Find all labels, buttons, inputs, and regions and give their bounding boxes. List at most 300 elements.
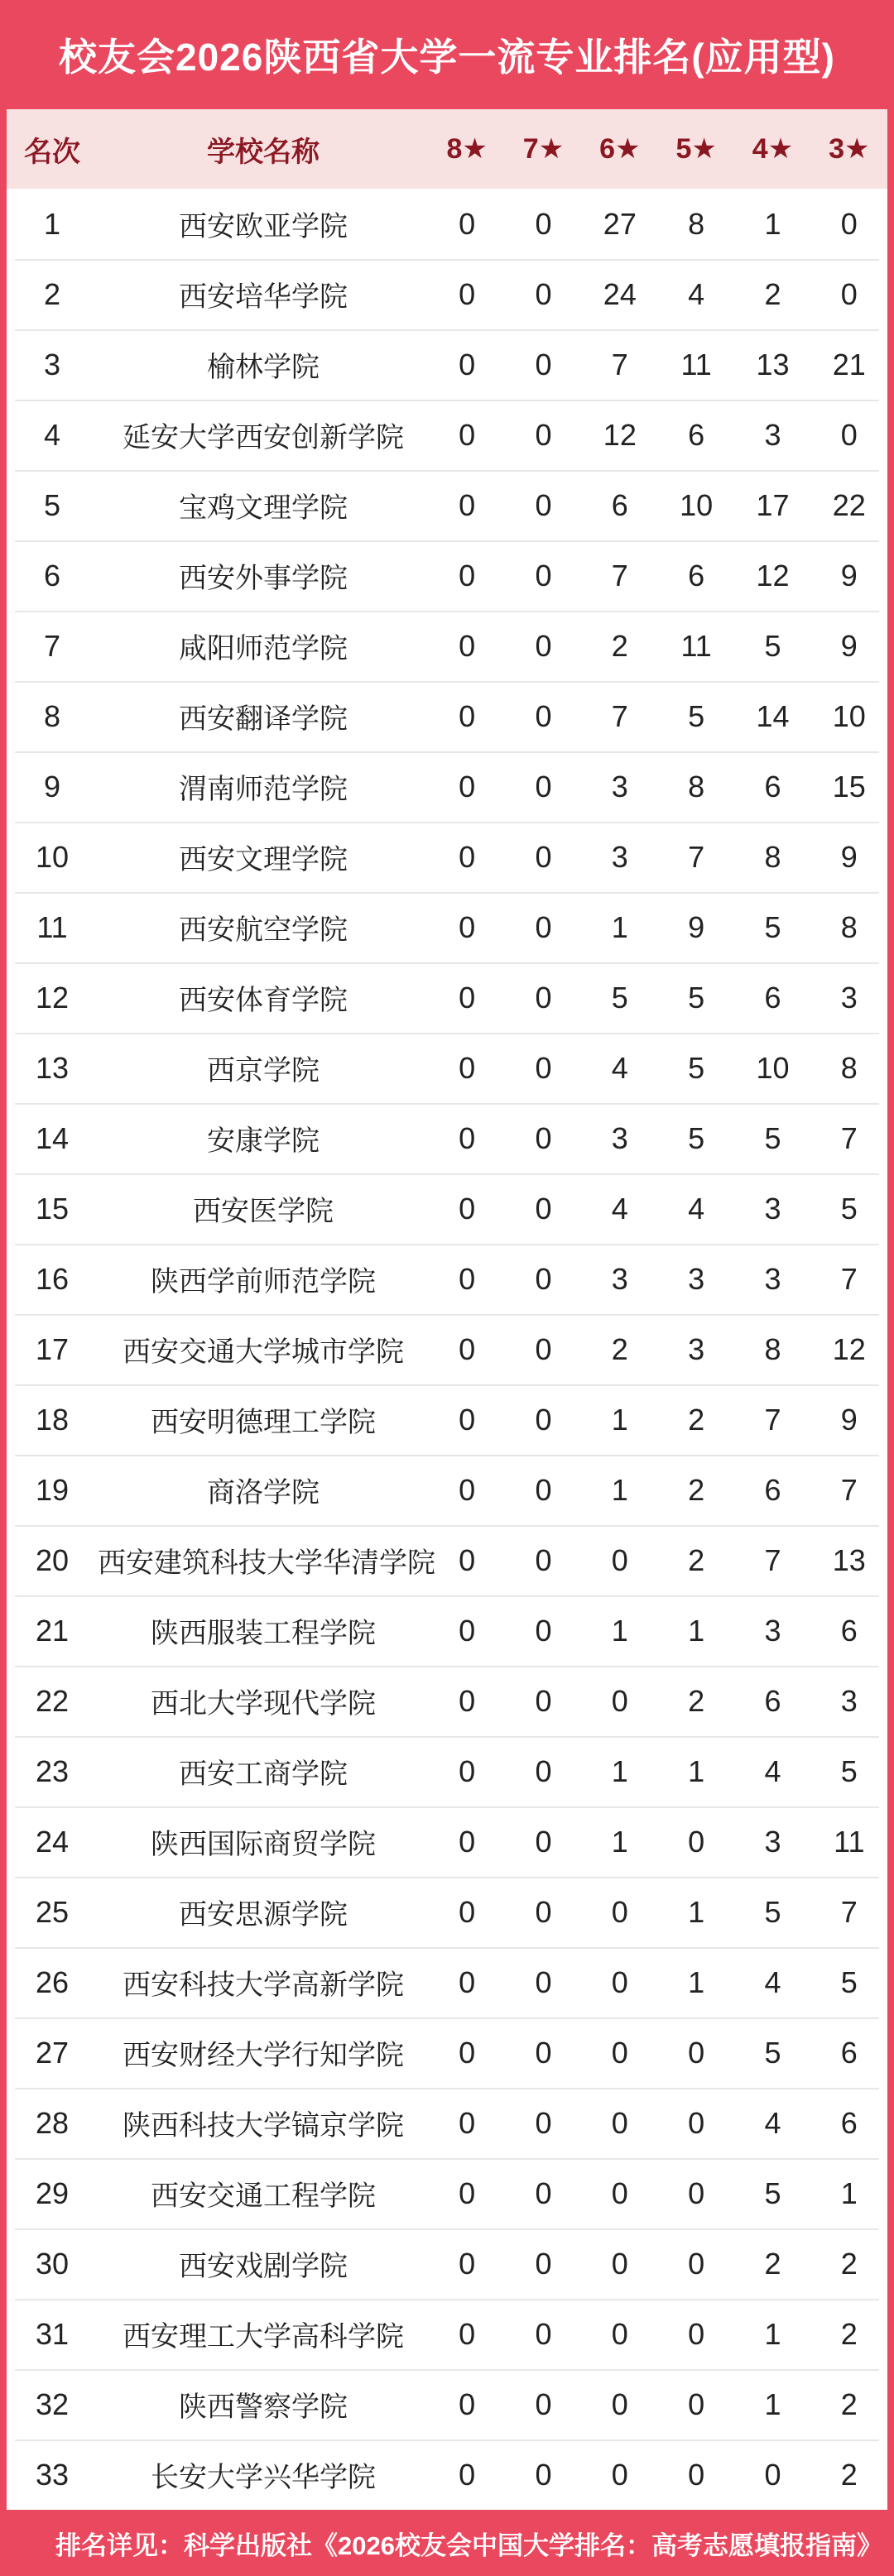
school-name-cell: 西安外事学院 bbox=[179, 563, 348, 594]
star6-count-cell: 6 bbox=[611, 487, 628, 522]
rank-cell: 11 bbox=[36, 909, 68, 944]
rank-cell: 5 bbox=[43, 487, 61, 522]
star6-count-cell: 0 bbox=[611, 1964, 628, 1999]
table-row bbox=[7, 2017, 887, 2088]
star3-count-cell: 0 bbox=[840, 276, 858, 311]
table-row bbox=[7, 2228, 887, 2299]
star3-count-cell: 9 bbox=[840, 628, 858, 663]
star3-count-cell: 21 bbox=[832, 347, 866, 381]
star4-count-cell: 5 bbox=[764, 2175, 781, 2210]
star8-count-cell: 0 bbox=[459, 206, 476, 241]
star5-count-cell: 8 bbox=[688, 769, 705, 804]
star3-count-cell: 3 bbox=[840, 980, 858, 1015]
star3-count-cell: 5 bbox=[840, 1191, 858, 1226]
star3-count-cell: 10 bbox=[832, 698, 866, 733]
rank-cell: 21 bbox=[35, 1613, 70, 1648]
star4-count-cell: 6 bbox=[764, 980, 781, 1015]
school-name-cell: 安康学院 bbox=[207, 1125, 320, 1157]
rank-cell: 17 bbox=[35, 1331, 70, 1366]
star5-count-cell: 10 bbox=[680, 487, 714, 522]
star4-count-cell: 13 bbox=[756, 347, 790, 381]
rank-cell: 1 bbox=[43, 206, 61, 241]
table-row bbox=[7, 540, 887, 611]
star8-count-cell: 0 bbox=[459, 1331, 476, 1366]
star7-count-cell: 0 bbox=[535, 1824, 552, 1859]
rank-cell: 33 bbox=[35, 2457, 70, 2492]
star4-count-cell: 4 bbox=[764, 2105, 781, 2140]
star3-count-cell: 1 bbox=[840, 2175, 858, 2210]
star8-count-cell: 0 bbox=[459, 2316, 476, 2351]
star4-count-cell: 5 bbox=[764, 2035, 781, 2070]
star7-count-cell: 0 bbox=[535, 909, 552, 944]
star3-count-cell: 2 bbox=[840, 2246, 858, 2281]
star6-count-cell: 1 bbox=[611, 1824, 628, 1859]
star3-count-cell: 13 bbox=[832, 1542, 866, 1577]
school-name-cell: 西安科技大学高新学院 bbox=[123, 1969, 404, 2001]
star4-count-cell: 14 bbox=[756, 698, 790, 733]
star5-count-cell: 8 bbox=[688, 206, 705, 241]
rank-cell: 4 bbox=[43, 417, 61, 452]
school-name-cell: 西安戏剧学院 bbox=[179, 2251, 348, 2282]
school-name-cell: 西安航空学院 bbox=[179, 914, 348, 946]
star3-count-cell: 9 bbox=[840, 558, 858, 592]
table-row bbox=[7, 470, 887, 540]
star7-count-cell: 0 bbox=[535, 1120, 552, 1155]
star7-count-cell: 0 bbox=[535, 1191, 552, 1226]
star6-count-cell: 0 bbox=[611, 2035, 628, 2070]
school-name-cell: 西安建筑科技大学华清学院 bbox=[98, 1547, 435, 1579]
footer-note: 排名详见：科学出版社《2026校友会中国大学排名：高考志愿填报指南》 bbox=[55, 2530, 882, 2560]
star7-count-cell: 0 bbox=[535, 2387, 552, 2421]
table-header-row bbox=[7, 109, 887, 189]
star5-count-cell: 5 bbox=[688, 1120, 705, 1155]
star7-count-cell: 0 bbox=[535, 1964, 552, 1999]
rank-cell: 9 bbox=[43, 769, 61, 804]
rank-cell: 2 bbox=[43, 276, 61, 311]
star7-count-cell: 0 bbox=[535, 980, 552, 1015]
star7-count-cell: 0 bbox=[535, 1894, 552, 1929]
star5-count-cell: 2 bbox=[688, 1402, 705, 1437]
star4-count-cell: 1 bbox=[764, 206, 781, 241]
star6-count-cell: 4 bbox=[611, 1050, 628, 1085]
star5-count-cell: 0 bbox=[688, 2316, 705, 2351]
star6-count-cell: 1 bbox=[611, 909, 628, 944]
column-header-8star: 8★ bbox=[446, 133, 488, 165]
rank-cell: 20 bbox=[35, 1542, 70, 1577]
star6-count-cell: 12 bbox=[603, 417, 637, 452]
star6-count-cell: 1 bbox=[611, 1613, 628, 1648]
star7-count-cell: 0 bbox=[535, 1613, 552, 1648]
star8-count-cell: 0 bbox=[459, 2105, 476, 2140]
ranking-table bbox=[7, 109, 887, 2510]
column-header-5star: 5★ bbox=[675, 133, 717, 165]
table-row bbox=[7, 2088, 887, 2158]
school-name-cell: 西安培华学院 bbox=[179, 281, 348, 313]
rank-cell: 26 bbox=[35, 1964, 70, 1999]
school-name-cell: 西京学院 bbox=[207, 1055, 320, 1087]
star5-count-cell: 5 bbox=[688, 1050, 705, 1085]
star7-count-cell: 0 bbox=[535, 2035, 552, 2070]
school-name-cell: 西安欧亚学院 bbox=[179, 211, 348, 242]
rank-cell: 32 bbox=[35, 2387, 70, 2421]
table-row bbox=[7, 681, 887, 751]
school-name-cell: 榆林学院 bbox=[207, 352, 320, 383]
star4-count-cell: 0 bbox=[764, 2457, 781, 2492]
school-name-cell: 商洛学院 bbox=[207, 1477, 320, 1509]
table-row bbox=[7, 1947, 887, 2017]
star4-count-cell: 5 bbox=[764, 1894, 781, 1929]
school-name-cell: 陕西服装工程学院 bbox=[151, 1618, 376, 1649]
table-row bbox=[7, 1877, 887, 1947]
star8-count-cell: 0 bbox=[459, 1753, 476, 1788]
star6-count-cell: 7 bbox=[611, 347, 628, 381]
star3-count-cell: 5 bbox=[840, 1964, 858, 1999]
star4-count-cell: 8 bbox=[764, 1331, 781, 1366]
star5-count-cell: 2 bbox=[688, 1542, 705, 1577]
table-row bbox=[7, 1525, 887, 1595]
star8-count-cell: 0 bbox=[459, 1683, 476, 1718]
school-name-cell: 延安大学西安创新学院 bbox=[123, 422, 404, 453]
column-header-7star: 7★ bbox=[522, 133, 565, 165]
star3-count-cell: 7 bbox=[840, 1261, 858, 1296]
footer-band bbox=[0, 2510, 894, 2576]
table-row bbox=[7, 962, 887, 1033]
school-name-cell: 西安思源学院 bbox=[179, 1899, 348, 1931]
star8-count-cell: 0 bbox=[459, 909, 476, 944]
table-row bbox=[7, 1103, 887, 1173]
star3-count-cell: 8 bbox=[840, 909, 858, 944]
star8-count-cell: 0 bbox=[459, 1824, 476, 1859]
star3-count-cell: 6 bbox=[840, 2035, 858, 2070]
star8-count-cell: 0 bbox=[459, 1894, 476, 1929]
star5-count-cell: 9 bbox=[688, 909, 705, 944]
rank-cell: 12 bbox=[35, 980, 70, 1015]
star6-count-cell: 3 bbox=[611, 1261, 628, 1296]
school-name-cell: 渭南师范学院 bbox=[179, 774, 348, 805]
column-header-school: 学校名称 bbox=[207, 136, 320, 168]
school-name-cell: 陕西科技大学镐京学院 bbox=[123, 2110, 404, 2142]
star7-count-cell: 0 bbox=[535, 206, 552, 241]
rank-cell: 25 bbox=[35, 1894, 70, 1929]
star4-count-cell: 10 bbox=[756, 1050, 790, 1085]
rank-cell: 28 bbox=[35, 2105, 70, 2140]
star7-count-cell: 0 bbox=[535, 276, 552, 311]
table-row bbox=[7, 611, 887, 681]
school-name-cell: 陕西国际商贸学院 bbox=[151, 1829, 376, 1860]
star5-count-cell: 2 bbox=[688, 1683, 705, 1718]
star6-count-cell: 0 bbox=[611, 1894, 628, 1929]
star5-count-cell: 6 bbox=[688, 558, 705, 592]
rank-cell: 24 bbox=[35, 1824, 70, 1859]
rank-cell: 30 bbox=[35, 2246, 70, 2281]
star5-count-cell: 0 bbox=[688, 2246, 705, 2281]
school-name-cell: 陕西警察学院 bbox=[179, 2391, 348, 2423]
rank-cell: 10 bbox=[35, 839, 70, 874]
star8-count-cell: 0 bbox=[459, 347, 476, 381]
school-name-cell: 西安翻译学院 bbox=[179, 703, 348, 735]
star6-count-cell: 0 bbox=[611, 1683, 628, 1718]
star3-count-cell: 9 bbox=[840, 1402, 858, 1437]
star5-count-cell: 11 bbox=[680, 347, 712, 381]
star7-count-cell: 0 bbox=[535, 2246, 552, 2281]
star7-count-cell: 0 bbox=[535, 839, 552, 874]
star4-count-cell: 3 bbox=[764, 1261, 781, 1296]
star8-count-cell: 0 bbox=[459, 1613, 476, 1648]
star8-count-cell: 0 bbox=[459, 1191, 476, 1226]
star4-count-cell: 6 bbox=[764, 769, 781, 804]
table-row bbox=[7, 1033, 887, 1103]
star4-count-cell: 3 bbox=[764, 1613, 781, 1648]
star8-count-cell: 0 bbox=[459, 2457, 476, 2492]
star4-count-cell: 2 bbox=[764, 2246, 781, 2281]
star6-count-cell: 0 bbox=[611, 2175, 628, 2210]
star8-count-cell: 0 bbox=[459, 276, 476, 311]
star4-count-cell: 3 bbox=[764, 1824, 781, 1859]
star4-count-cell: 5 bbox=[764, 909, 781, 944]
table-row bbox=[7, 259, 887, 329]
star5-count-cell: 0 bbox=[688, 2105, 705, 2140]
star5-count-cell: 3 bbox=[688, 1261, 705, 1296]
star3-count-cell: 7 bbox=[840, 1894, 858, 1929]
school-name-cell: 西安医学院 bbox=[193, 1196, 334, 1227]
star8-count-cell: 0 bbox=[459, 1964, 476, 1999]
star6-count-cell: 7 bbox=[611, 558, 628, 592]
star4-count-cell: 3 bbox=[764, 417, 781, 452]
star6-count-cell: 1 bbox=[611, 1472, 628, 1507]
star5-count-cell: 0 bbox=[688, 2457, 705, 2492]
star5-count-cell: 1 bbox=[688, 1753, 705, 1788]
star4-count-cell: 6 bbox=[764, 1683, 781, 1718]
star8-count-cell: 0 bbox=[459, 628, 476, 663]
column-header-6star: 6★ bbox=[599, 133, 641, 165]
rank-cell: 23 bbox=[35, 1753, 70, 1788]
star3-count-cell: 5 bbox=[840, 1753, 858, 1788]
star6-count-cell: 0 bbox=[611, 1542, 628, 1577]
star5-count-cell: 0 bbox=[688, 1824, 705, 1859]
star5-count-cell: 0 bbox=[688, 2035, 705, 2070]
school-name-cell: 西安工商学院 bbox=[179, 1758, 348, 1790]
star3-count-cell: 2 bbox=[840, 2387, 858, 2421]
star8-count-cell: 0 bbox=[459, 417, 476, 452]
rank-cell: 29 bbox=[35, 2175, 70, 2210]
rank-cell: 3 bbox=[43, 347, 61, 381]
star5-count-cell: 1 bbox=[688, 1613, 705, 1648]
star7-count-cell: 0 bbox=[535, 769, 552, 804]
table-row bbox=[7, 2299, 887, 2369]
star8-count-cell: 0 bbox=[459, 2246, 476, 2281]
star7-count-cell: 0 bbox=[535, 1683, 552, 1718]
star3-count-cell: 6 bbox=[840, 1613, 858, 1648]
star6-count-cell: 4 bbox=[611, 1191, 628, 1226]
star3-count-cell: 15 bbox=[832, 769, 866, 804]
star5-count-cell: 4 bbox=[688, 276, 705, 311]
star8-count-cell: 0 bbox=[459, 769, 476, 804]
star7-count-cell: 0 bbox=[535, 2105, 552, 2140]
star8-count-cell: 0 bbox=[459, 1402, 476, 1437]
star6-count-cell: 1 bbox=[611, 1402, 628, 1437]
star5-count-cell: 2 bbox=[688, 1472, 705, 1507]
rank-cell: 13 bbox=[35, 1050, 70, 1085]
star7-count-cell: 0 bbox=[535, 1753, 552, 1788]
school-name-cell: 长安大学兴华学院 bbox=[151, 2462, 376, 2493]
rank-cell: 19 bbox=[35, 1472, 70, 1507]
star7-count-cell: 0 bbox=[535, 2175, 552, 2210]
star6-count-cell: 3 bbox=[611, 1120, 628, 1155]
rank-cell: 14 bbox=[35, 1120, 70, 1155]
school-name-cell: 西安财经大学行知学院 bbox=[123, 2040, 404, 2071]
star8-count-cell: 0 bbox=[459, 2387, 476, 2421]
star6-count-cell: 2 bbox=[611, 628, 628, 663]
school-name-cell: 陕西学前师范学院 bbox=[151, 1266, 376, 1298]
star3-count-cell: 8 bbox=[840, 1050, 858, 1085]
title-band bbox=[0, 0, 894, 109]
star4-count-cell: 12 bbox=[756, 558, 790, 592]
star5-count-cell: 5 bbox=[688, 980, 705, 1015]
rank-cell: 15 bbox=[35, 1191, 70, 1226]
column-header-3star: 3★ bbox=[829, 133, 870, 165]
star5-count-cell: 0 bbox=[688, 2175, 705, 2210]
school-name-cell: 西安文理学院 bbox=[179, 844, 348, 875]
star4-count-cell: 7 bbox=[764, 1542, 781, 1577]
star4-count-cell: 1 bbox=[764, 2387, 781, 2421]
table-row bbox=[7, 329, 887, 400]
star5-count-cell: 0 bbox=[688, 2387, 705, 2421]
table-row bbox=[7, 1455, 887, 1525]
column-header-4star: 4★ bbox=[752, 133, 794, 165]
star4-count-cell: 3 bbox=[764, 1191, 781, 1226]
star3-count-cell: 11 bbox=[834, 1824, 865, 1859]
star8-count-cell: 0 bbox=[459, 1542, 476, 1577]
star6-count-cell: 0 bbox=[611, 2387, 628, 2421]
star3-count-cell: 0 bbox=[840, 417, 858, 452]
school-name-cell: 西安交通工程学院 bbox=[151, 2180, 376, 2212]
star6-count-cell: 5 bbox=[611, 980, 628, 1015]
star7-count-cell: 0 bbox=[535, 1402, 552, 1437]
star4-count-cell: 7 bbox=[764, 1402, 781, 1437]
star7-count-cell: 0 bbox=[535, 2457, 552, 2492]
star3-count-cell: 2 bbox=[840, 2316, 858, 2351]
table-row bbox=[7, 1595, 887, 1666]
star6-count-cell: 0 bbox=[611, 2246, 628, 2281]
star5-count-cell: 7 bbox=[688, 839, 705, 874]
school-name-cell: 宝鸡文理学院 bbox=[179, 492, 348, 524]
star6-count-cell: 0 bbox=[611, 2457, 628, 2492]
star5-count-cell: 4 bbox=[688, 1191, 705, 1226]
star6-count-cell: 24 bbox=[603, 276, 637, 311]
star3-count-cell: 9 bbox=[840, 839, 858, 874]
star4-count-cell: 8 bbox=[764, 839, 781, 874]
star8-count-cell: 0 bbox=[459, 487, 476, 522]
star7-count-cell: 0 bbox=[535, 1261, 552, 1296]
star3-count-cell: 7 bbox=[840, 1472, 858, 1507]
star6-count-cell: 3 bbox=[611, 769, 628, 804]
star3-count-cell: 7 bbox=[840, 1120, 858, 1155]
table-row bbox=[7, 1314, 887, 1384]
table-row bbox=[7, 822, 887, 892]
star5-count-cell: 1 bbox=[688, 1964, 705, 1999]
star6-count-cell: 0 bbox=[611, 2105, 628, 2140]
star7-count-cell: 0 bbox=[535, 1331, 552, 1366]
star8-count-cell: 0 bbox=[459, 2175, 476, 2210]
star7-count-cell: 0 bbox=[535, 2316, 552, 2351]
star7-count-cell: 0 bbox=[535, 1542, 552, 1577]
star4-count-cell: 2 bbox=[764, 276, 781, 311]
star7-count-cell: 0 bbox=[535, 558, 552, 592]
star4-count-cell: 5 bbox=[764, 628, 781, 663]
rank-cell: 16 bbox=[35, 1261, 70, 1296]
school-name-cell: 咸阳师范学院 bbox=[179, 633, 348, 664]
school-name-cell: 西安明德理工学院 bbox=[151, 1407, 376, 1438]
star7-count-cell: 0 bbox=[535, 487, 552, 522]
table-row bbox=[7, 1666, 887, 1736]
star7-count-cell: 0 bbox=[535, 347, 552, 381]
table-row bbox=[7, 751, 887, 822]
star3-count-cell: 22 bbox=[832, 487, 866, 522]
star8-count-cell: 0 bbox=[459, 1120, 476, 1155]
rank-cell: 31 bbox=[35, 2316, 70, 2351]
star5-count-cell: 1 bbox=[688, 1894, 705, 1929]
star3-count-cell: 3 bbox=[840, 1683, 858, 1718]
table-row bbox=[7, 1736, 887, 1806]
star6-count-cell: 0 bbox=[611, 2316, 628, 2351]
star6-count-cell: 7 bbox=[611, 698, 628, 733]
star6-count-cell: 2 bbox=[611, 1331, 628, 1366]
page-title: 校友会2026陕西省大学一流专业排名(应用型) bbox=[59, 36, 835, 79]
star3-count-cell: 6 bbox=[840, 2105, 858, 2140]
table-row bbox=[7, 2158, 887, 2228]
star8-count-cell: 0 bbox=[459, 839, 476, 874]
table-row bbox=[7, 1806, 887, 1877]
table-row bbox=[7, 189, 887, 259]
school-name-cell: 西北大学现代学院 bbox=[151, 1688, 376, 1720]
star8-count-cell: 0 bbox=[459, 2035, 476, 2070]
table-row bbox=[7, 2439, 887, 2510]
school-name-cell: 西安体育学院 bbox=[179, 985, 348, 1016]
star5-count-cell: 11 bbox=[680, 628, 712, 663]
star6-count-cell: 1 bbox=[611, 1753, 628, 1788]
star4-count-cell: 4 bbox=[764, 1964, 781, 1999]
table-body bbox=[7, 189, 887, 2510]
table-row bbox=[7, 1244, 887, 1314]
star7-count-cell: 0 bbox=[535, 628, 552, 663]
star8-count-cell: 0 bbox=[459, 1261, 476, 1296]
rank-cell: 27 bbox=[35, 2035, 70, 2070]
star3-count-cell: 2 bbox=[840, 2457, 858, 2492]
star8-count-cell: 0 bbox=[459, 980, 476, 1015]
table-row bbox=[7, 400, 887, 470]
star5-count-cell: 6 bbox=[688, 417, 705, 452]
star6-count-cell: 3 bbox=[611, 839, 628, 874]
star4-count-cell: 5 bbox=[764, 1120, 781, 1155]
rank-cell: 7 bbox=[43, 628, 61, 663]
star6-count-cell: 27 bbox=[603, 206, 637, 241]
rank-cell: 6 bbox=[43, 558, 61, 592]
star5-count-cell: 5 bbox=[688, 698, 705, 733]
rank-cell: 22 bbox=[35, 1683, 70, 1718]
star4-count-cell: 17 bbox=[756, 487, 790, 522]
star8-count-cell: 0 bbox=[459, 558, 476, 592]
star7-count-cell: 0 bbox=[535, 417, 552, 452]
star4-count-cell: 4 bbox=[764, 1753, 781, 1788]
star5-count-cell: 3 bbox=[688, 1331, 705, 1366]
star7-count-cell: 0 bbox=[535, 1050, 552, 1085]
star7-count-cell: 0 bbox=[535, 698, 552, 733]
school-name-cell: 西安理工大学高科学院 bbox=[123, 2321, 404, 2353]
rank-cell: 18 bbox=[35, 1402, 70, 1437]
star7-count-cell: 0 bbox=[535, 1472, 552, 1507]
table-row bbox=[7, 1384, 887, 1455]
star3-count-cell: 0 bbox=[840, 206, 858, 241]
